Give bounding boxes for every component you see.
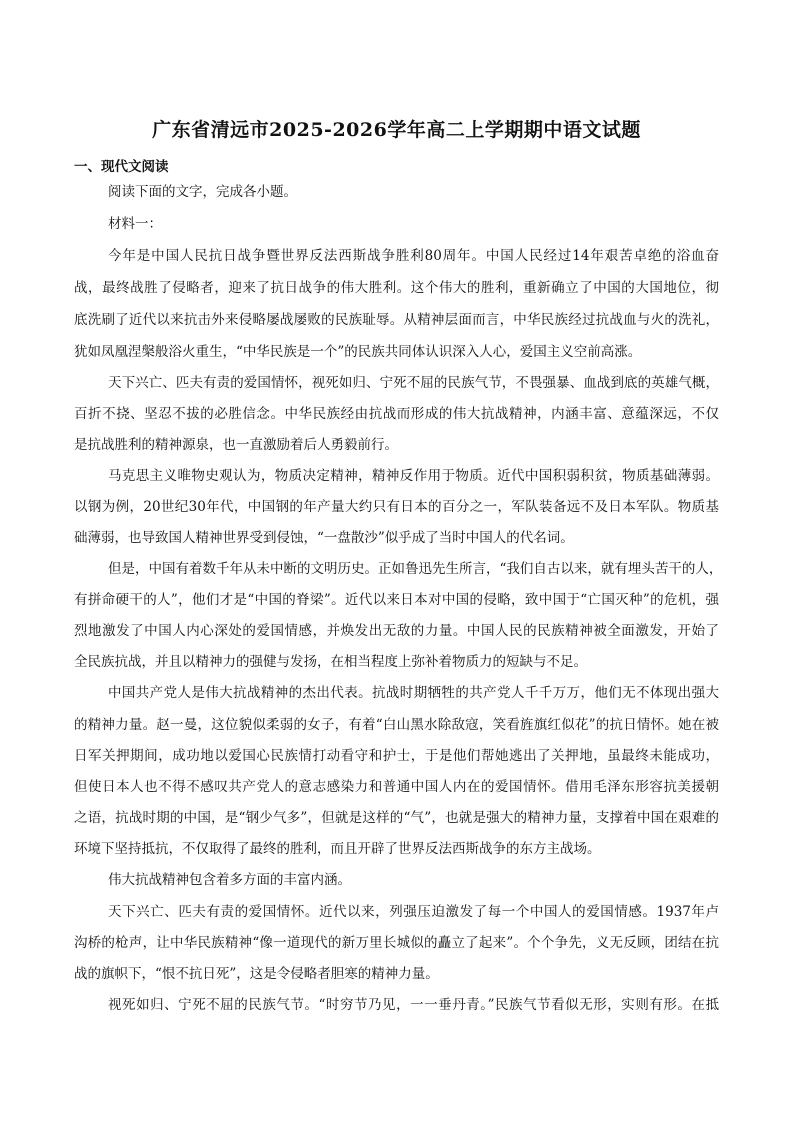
paragraph-line: 伟大抗战精神包含着多方面的丰富内涵。	[108, 872, 351, 888]
paragraph-line: 战，最终战胜了侵略者，迎来了抗日战争的伟大胜利。这个伟大的胜利，重新确立了中国的大国地位，彻	[74, 280, 719, 296]
material-label: 材料一：	[108, 216, 162, 232]
paragraph-line: 沟桥的枪声，让中华民族精神“像一道现代的新万里长城似的矗立了起来”。个个争先，义无反顾，团结在抗	[74, 935, 719, 951]
paragraph-line: 有拼命硬干的人”，他们才是“中国的脊梁”。近代以来日本对中国的侵略，致中国于“亡国灭种”的危机，强	[74, 592, 719, 608]
document-title: 广东省清远市2025-2026学年高二上学期期中语文试题	[152, 119, 641, 141]
paragraph-line: 中国共产党人是伟大抗战精神的杰出代表。抗战时期牺牲的共产党人千千万万，他们无不体现出强大	[108, 685, 719, 701]
paragraph-line: 环境下坚持抵抗，不仅取得了最终的胜利，而且开辟了世界反法西斯战争的东方主战场。	[74, 841, 601, 857]
paragraph-line: 视死如归、宁死不屈的民族气节。“时穷节乃见，一一垂丹青。”民族气节看似无形，实则有形。在抵	[108, 997, 719, 1013]
paragraph-line: 的精神力量。赵一曼，这位貌似柔弱的女子，有着“白山黑水除敌寇，笑看旌旗红似花”的抗日情怀。她在被	[74, 717, 719, 733]
paragraph-line: 百折不挠、坚忍不拔的必胜信念。中华民族经由抗战而形成的伟大抗战精神，内涵丰富、意蕴深远，不仅	[74, 406, 719, 422]
paragraph-line: 烈地激发了中国人内心深处的爱国情感，并焕发出无敌的力量。中国人民的民族精神被全面激发，开始了	[74, 623, 719, 639]
paragraph-line: 全民族抗战，并且以精神力的强健与发扬，在相当程度上弥补着物质力的短缺与不足。	[74, 654, 587, 670]
section-heading: 一、现代文阅读	[74, 159, 169, 175]
paragraph-line: 以钢为例，20世纪30年代，中国钢的年产量大约只有日本的百分之一，军队装备远不及日本军队。物质基	[74, 499, 719, 515]
paragraph-line: 是抗战胜利的精神源泉，也一直激励着后人勇毅前行。	[74, 437, 398, 453]
paragraph-line: 之语，抗战时期的中国，是“钢少气多”，但就是这样的“气”，也就是强大的精神力量，支撑着中国在艰难的	[74, 810, 719, 826]
paragraph-line: 日军关押期间，成功地以爱国心民族情打动看守和护士，于是他们帮她逃出了关押地，虽最终未能成功，	[74, 748, 719, 764]
paragraph-line: 马克思主义唯物史观认为，物质决定精神，精神反作用于物质。近代中国积弱积贫，物质基础薄弱。	[108, 468, 719, 484]
paragraph-line: 础薄弱，也导致国人精神世界受到侵蚀，“一盘散沙”似乎成了当时中国人的代名词。	[74, 530, 574, 546]
paragraph-line: 战的旗帜下，“恨不抗日死”，这是令侵略者胆寒的精神力量。	[74, 966, 439, 982]
paragraph-line: 底洗刷了近代以来抗击外来侵略屡战屡败的民族耻辱。从精神层面而言，中华民族经过抗战血与火的洗礼，	[74, 312, 719, 328]
paragraph-line: 今年是中国人民抗日战争暨世界反法西斯战争胜利80周年。中国人民经过14年艰苦卓绝的浴血奋	[108, 248, 719, 264]
paragraph-line: 犹如凤凰涅槃般浴火重生，“中华民族是一个”的民族共同体认识深入人心，爱国主义空前高涨。	[74, 344, 642, 360]
paragraph-line: 天下兴亡、匹夫有责的爱国情怀，视死如归、宁死不屈的民族气节，不畏强暴、血战到底的英雄气概，	[108, 375, 719, 391]
paragraph-line: 但使日本人也不得不感叹共产党人的意志感染力和普通中国人内在的爱国情怀。借用毛泽东形容抗美援朝	[74, 779, 719, 795]
paragraph-line: 天下兴亡、匹夫有责的爱国情怀。近代以来，列强压迫激发了每一个中国人的爱国情感。1937年卢	[108, 904, 719, 920]
paragraph-line: 但是，中国有着数千年从未中断的文明历史。正如鲁迅先生所言，“我们自古以来，就有埋头苦干的人，	[108, 561, 723, 577]
instruction-text: 阅读下面的文字，完成各小题。	[108, 184, 297, 200]
